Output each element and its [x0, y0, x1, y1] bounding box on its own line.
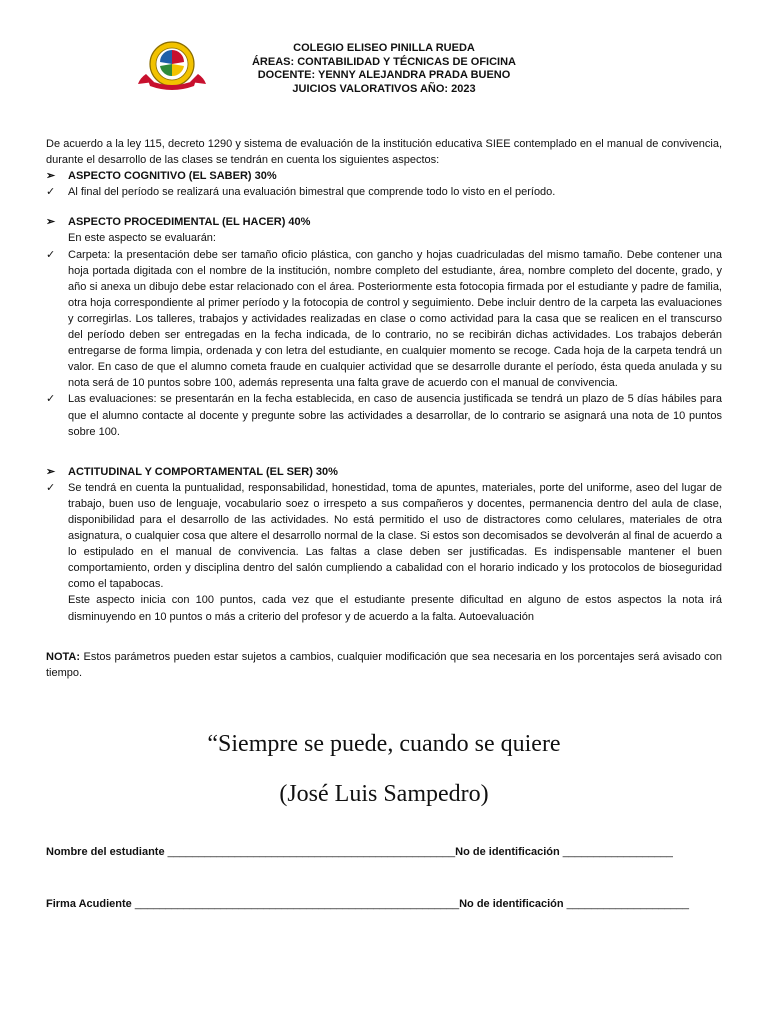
checkmark-icon: ✓ — [46, 248, 56, 261]
quote-text: “Siempre se puede, cuando se quiere — [207, 731, 561, 757]
nota-paragraph — [46, 649, 722, 681]
guardian-signature-label: Firma Acudiente — [46, 898, 135, 910]
school-name: COLEGIO ELISEO PINILLA RUEDA — [293, 42, 475, 54]
actitudinal-extra: Este aspecto inicia con 100 puntos, cada vez que el estudiante presente dificultad en alguno de estos aspectos la nota irá disminuyendo en 10 puntos o más a criterio del profesor y de acuerdo a la falta. Autoevaluación — [68, 594, 722, 623]
document-header — [200, 42, 568, 96]
arrow-bullet-icon: ➢ — [46, 170, 56, 183]
arrow-bullet-icon: ➢ — [46, 216, 56, 229]
section-procedimental-title: ➢ ASPECTO PROCEDIMENTAL (EL HACER) 40% — [46, 214, 722, 230]
title-year-line: JUICIOS VALORATIVOS AÑO: 2023 — [292, 82, 476, 95]
document-body — [46, 136, 722, 681]
student-name-label: Nombre del estudiante — [46, 846, 168, 858]
list-item — [46, 247, 722, 392]
list-item — [46, 391, 722, 439]
guardian-signature-row — [46, 898, 689, 910]
intro-paragraph: De acuerdo a la ley 115, decreto 1290 y sistema de evaluación de la institución educativa SIEE contemplado en el manual de convivencia, durante el desarrollo de las clases se tendrán en cuenta los siguientes aspectos: — [46, 138, 722, 167]
student-id-label: No de identificación — [455, 846, 563, 858]
student-name-line[interactable]: _______________________________________________ — [167, 846, 456, 858]
checkmark-icon: ✓ — [46, 481, 56, 494]
arrow-bullet-icon: ➢ — [46, 465, 56, 478]
checkmark-icon: ✓ — [46, 393, 56, 406]
section-actitudinal-title: ➢ ACTITUDINAL Y COMPORTAMENTAL (EL SER) 30% — [46, 464, 722, 480]
student-signature-row — [46, 846, 673, 858]
checkmark-icon: ✓ — [46, 186, 56, 199]
nota-label: NOTA: — [46, 650, 81, 663]
list-item: ✓ Se tendrá en cuenta la puntualidad, responsabilidad, honestidad, toma de apuntes, materiales, porte del uniforme, aseo del lugar de trabajo, buen uso de lenguaje, vocabulario soez o irrespeto a sus compañeros y docentes, permanencia dentro del aula de clase, disponibilidad para el desarrollo de las actividades. No está permitido el uso de distractores como celulares, materiales de otra asignatura, o cualquier cosa que altere el desarrollo normal de la clase. Si estos son decomisados se devolverán al final de acuerdo a lo estipulado en el manual de convivencia. Las faltas a clase deben ser justificadas. Es indispensable mantener el buen comportamiento, orden y disciplina dentro del salón cumpliendo a cabalidad con el horario indicado y los protocolos de bioseguridad como el tapabocas. — [46, 481, 722, 591]
evaluaciones-text: Las evaluaciones: se presentarán en la fecha establecida, en caso de ausencia justificada se tendrá un plazo de 5 días hábiles para que el alumno contacte al docente y pregunte sobre las actividades a desarrollar, de lo contrario se asignará una nota de 10 puntos sobre 100. — [68, 393, 722, 438]
quote-author: (José Luis Sampedro) — [279, 781, 489, 807]
section-procedimental-subtitle: En este aspecto se evaluarán: — [68, 232, 216, 245]
teacher-line: DOCENTE: YENNY ALEJANDRA PRADA BUENO — [257, 69, 511, 81]
carpeta-text: la presentación debe ser tamaño oficio plástica, con gancho y hojas cuadriculadas del mismo tamaño. Debe contener una hoja portada digitada con el nombre de la institución, nombre completo del estudiante, área, nombre completo del docente, grado, y año si anexa un dibujo debe estar relacionado con el área. Posteriormente esta fotocopia firmada por el estudiante y padre de familia, otra hoja correspondiente al primer período y la fotocopia de control y seguimiento. Debe incluir dentro de la carpeta las evaluaciones y corregirlas. Los talleres, trabajos y actividades realizadas en clase o como actividad para la casa que se realicen en el transcurso del período deben ser entregadas en la fecha indicada, de lo contrario, no se recibirán dichas actividades. Los trabajos deberán entregarse de forma limpia, ordenada y con letra del estudiante, en cualquier momento se recoge. Cada hoja de la carpeta tendrá un valor. En caso de que el alumno cometa fraude en cualquier actividad que se desarrolle durante el período, ésta queda anulada y su nota será de 10 puntos sobre 100, además representa una falta grave de acuerdo con el manual de convivencia. — [68, 248, 722, 390]
student-id-line[interactable]: __________________ — [562, 846, 673, 858]
guardian-signature-line[interactable]: _____________________________________________________ — [134, 898, 460, 910]
areas-line: ÁREAS: CONTABILIDAD Y TÉCNICAS DE OFICINA — [251, 55, 516, 68]
school-crest-icon — [136, 40, 208, 92]
list-item: ✓ Al final del período se realizará una evaluación bimestral que comprende todo lo visto en el período. — [46, 184, 722, 200]
section-cognitivo-title: ➢ ASPECTO COGNITIVO (EL SABER) 30% — [46, 168, 722, 184]
guardian-id-line[interactable]: ____________________ — [566, 898, 690, 910]
carpeta-label: Carpeta: — [68, 248, 111, 261]
nota-text: Estos parámetros pueden estar sujetos a cambios, cualquier modificación que sea necesaria en los porcentajes será avisado con tiempo. — [46, 650, 722, 679]
guardian-id-label: No de identificación — [459, 898, 567, 910]
